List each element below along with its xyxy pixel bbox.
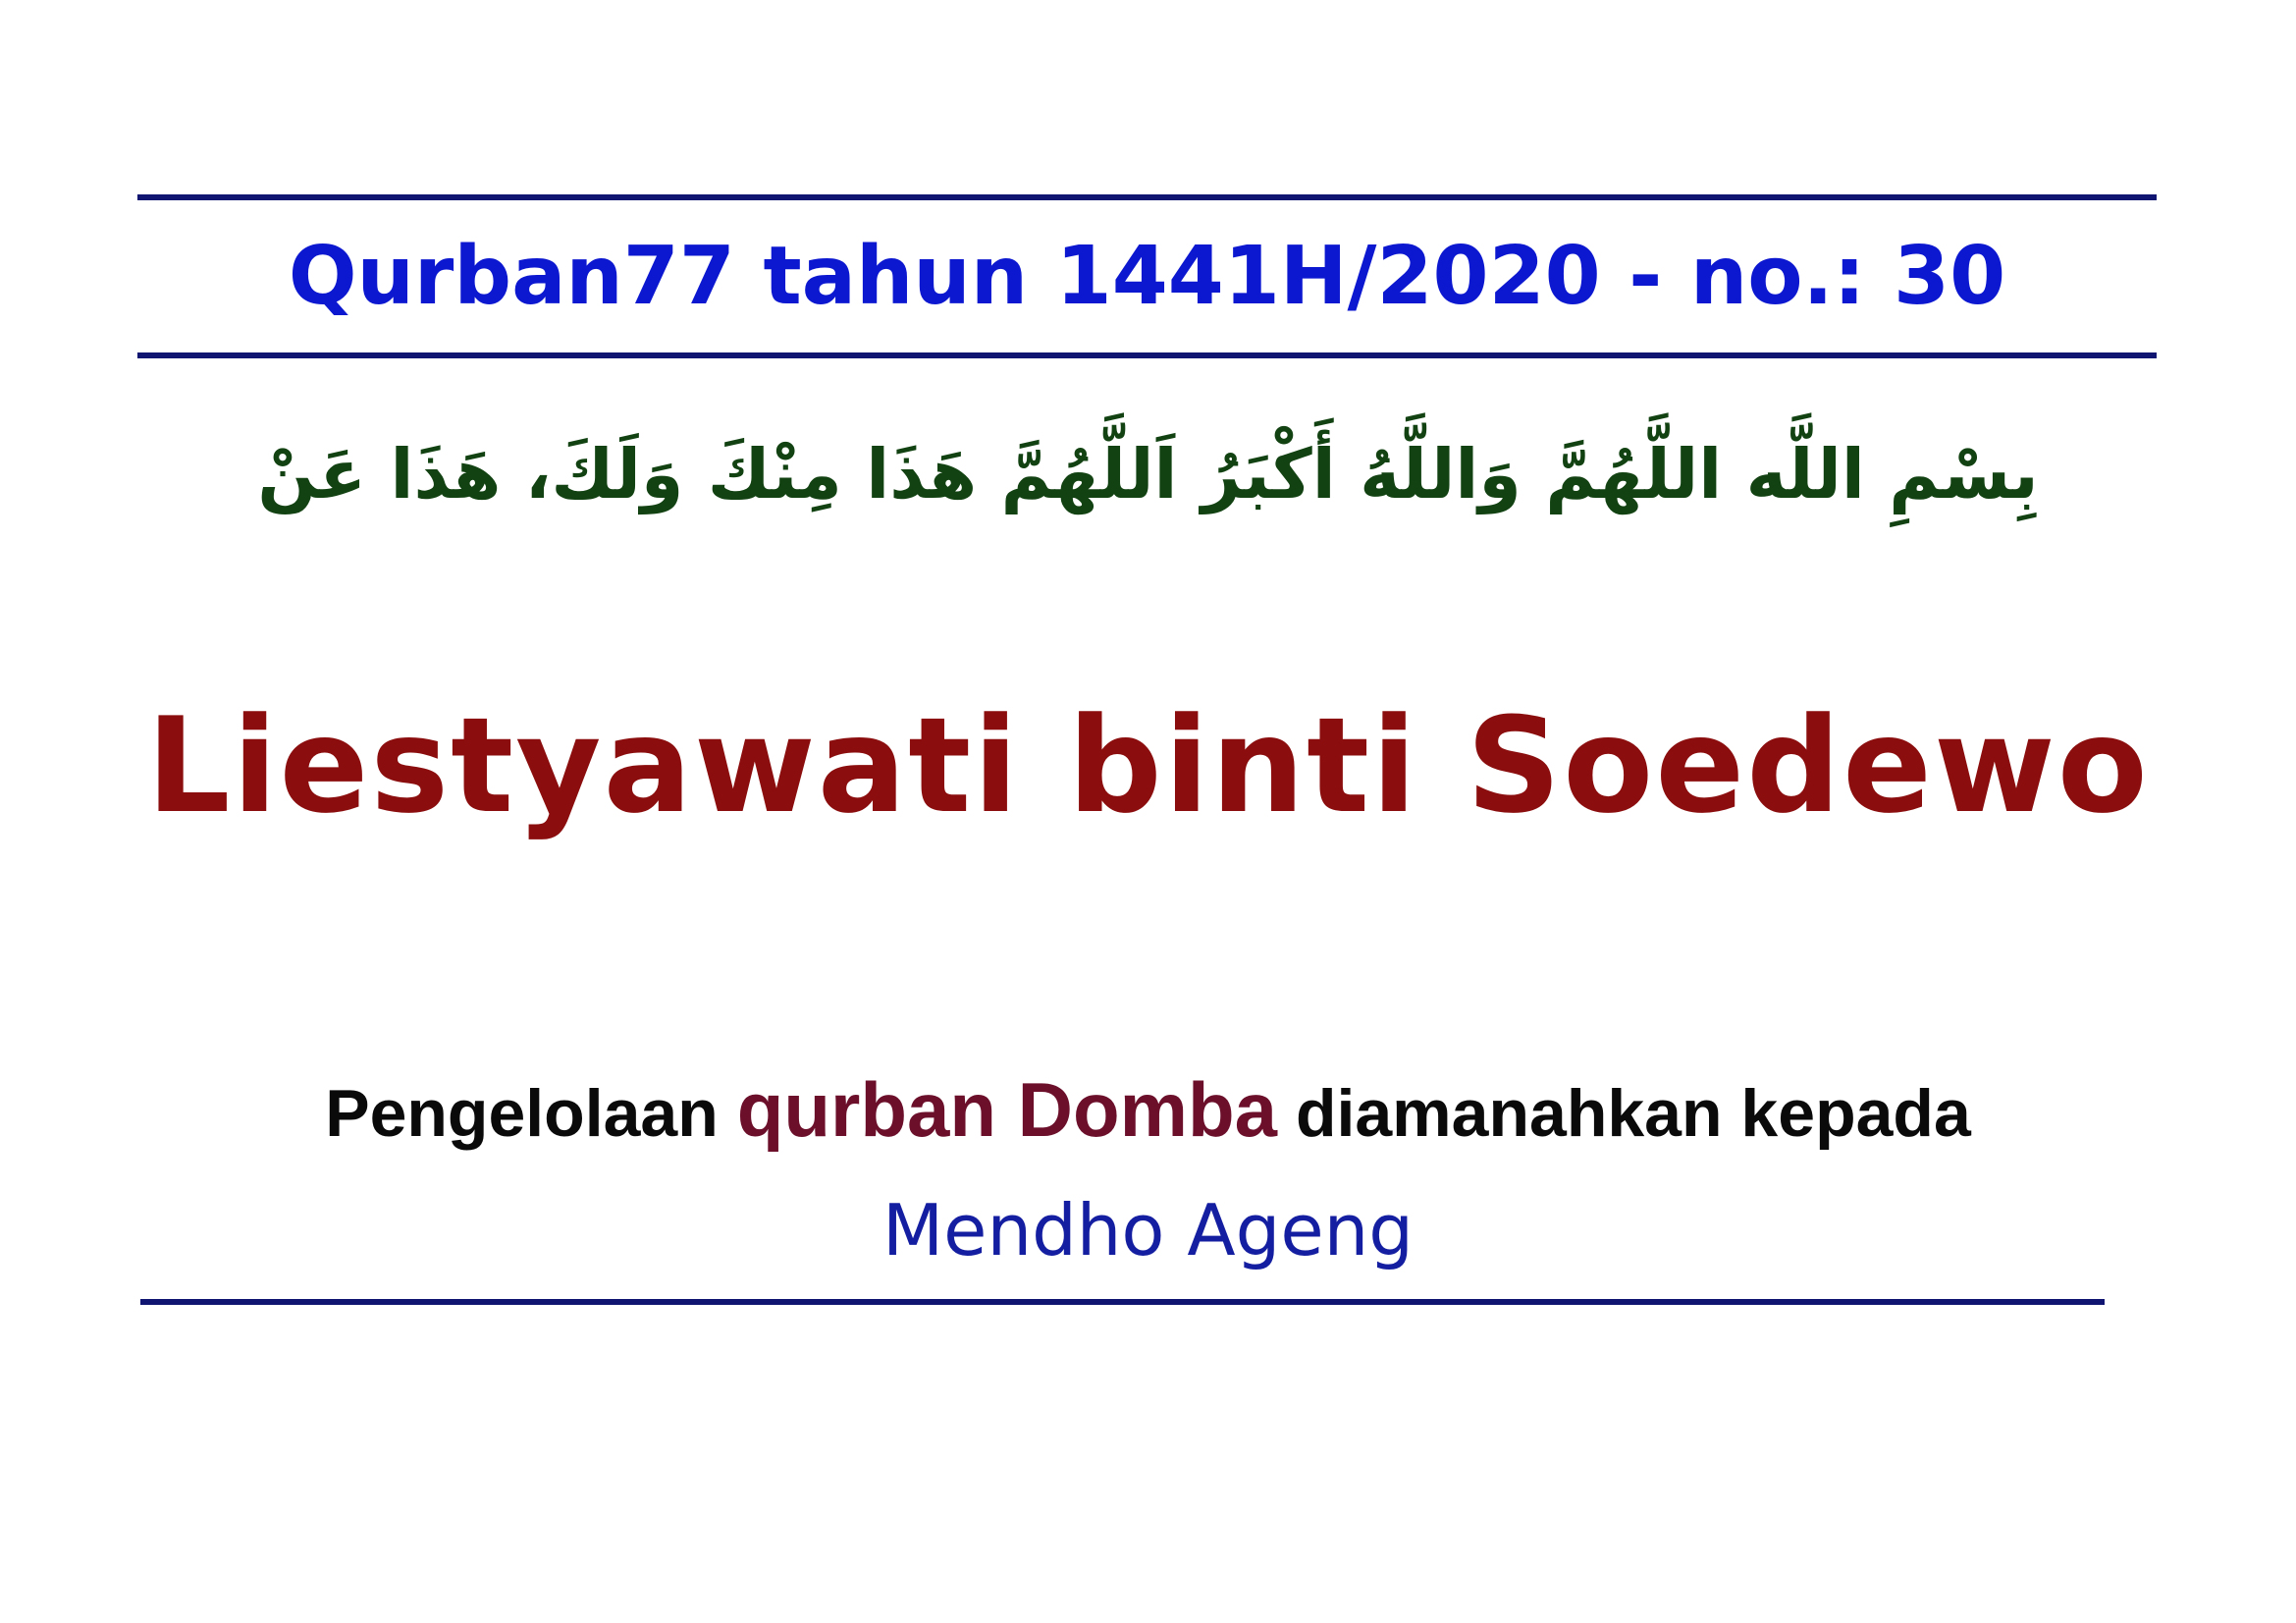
management-statement <box>98 1055 2198 1163</box>
bottom-divider <box>140 1299 2105 1305</box>
top-divider <box>137 194 2157 200</box>
management-prefix: Pengelolaan <box>325 1076 719 1151</box>
middle-divider <box>137 352 2157 358</box>
brand-title: Qurban77 <box>288 230 735 323</box>
certificate-header <box>137 218 2157 336</box>
arabic-dua: بِسْمِ اللَّه اللَّهُمَّ وَاللَّهُ أَكْبَرُ اَللَّهُمَّ هَذَا مِنْكَ وَلَكَ، هَذَا عَنْ <box>257 434 2039 514</box>
header-details: tahun 1441H/2020 - no.: 30 <box>763 230 2006 323</box>
manager-name: Mendho Ageng <box>882 1189 1414 1271</box>
participant-name: Liestyawati binti Soedewo <box>146 689 2150 842</box>
animal-type: qurban Domba <box>736 1066 1278 1153</box>
management-suffix: diamanahkan kepada <box>1295 1076 1971 1151</box>
